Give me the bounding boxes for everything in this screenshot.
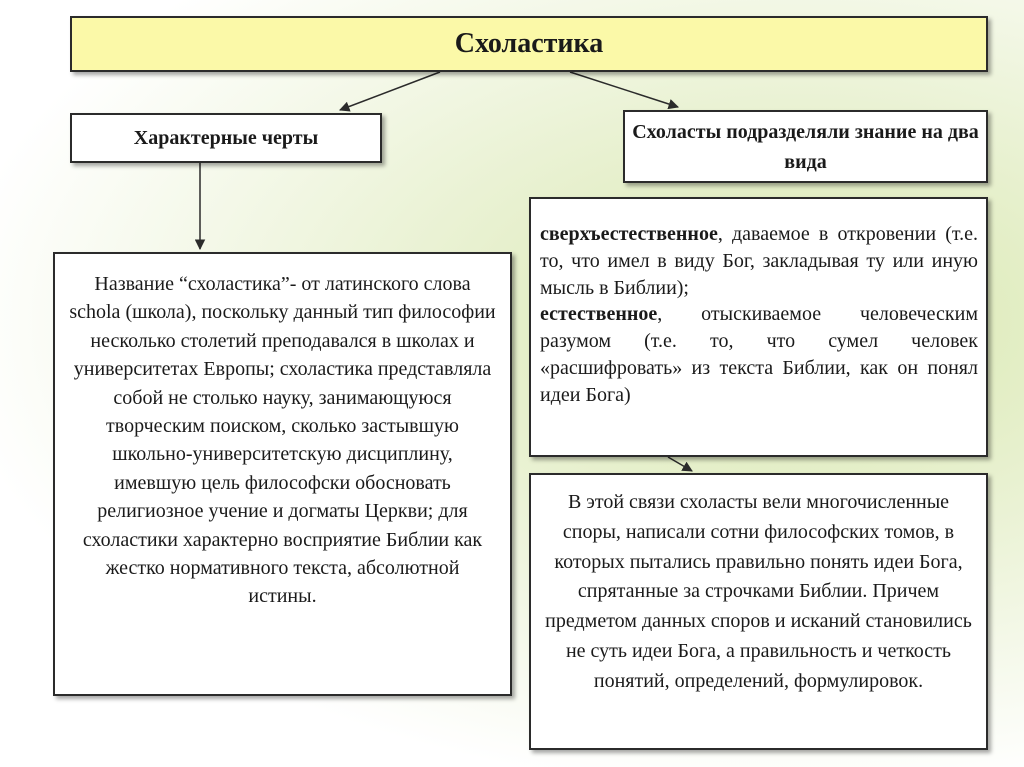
conclusion-box [529,473,988,750]
kind-supernatural-description: , даваемое в откровении (т.е. то, что имел в виду Бог, закладывая ту или иную мысль в Библии); [540,223,978,299]
arrow-title-to-right-header [570,72,678,107]
arrow-kinds-to-conclusion [668,457,692,471]
characteristics-text: Название “схоластика”- от латинского слова schola (школа), поскольку данный тип философии несколько столетий преподавался в школах и университетах Европы; схоластика представляла собой не столько науку, занимающуюся творческим поиском, сколько застывшую школьно-университетскую дисциплину, имевшую цель философски обосновать религиозное учение и догматы Церкви; для схоластики характерно восприятие Библии как жестко нормативного текста, абсолютной истины. [69,273,496,608]
kind-supernatural-term: сверхъестественное [540,223,718,245]
title-box [70,16,988,72]
kind-natural [540,301,978,408]
characteristics-header-box [70,113,382,163]
conclusion-text: В этой связи схоласты вели многочисленные споры, написали сотни философских томов, в которых пытались правильно понять идеи Бога, спрятанные за строчками Библии. Причем предметом данных споров и исканий становились не суть идеи Бога, а правильность и четкость понятий, определений, формулировок. [545,491,972,692]
knowledge-kinds-box [529,197,988,457]
characteristics-header: Характерные черты [133,126,319,149]
kind-supernatural [540,221,978,301]
kind-natural-description: , отыскиваемое человеческим разумом (т.е. то, что сумел человек «расшифровать» из текста Библии, как он понял идеи Бога) [540,303,978,406]
knowledge-kinds-header-box [623,110,988,183]
characteristics-text-box [53,252,512,696]
arrow-title-to-left-header [340,72,440,110]
knowledge-kinds-header: Схоласты подразделяли знание на два вида [632,120,979,173]
page-title: Схоластика [454,28,604,59]
kind-natural-term: естественное [540,303,658,326]
